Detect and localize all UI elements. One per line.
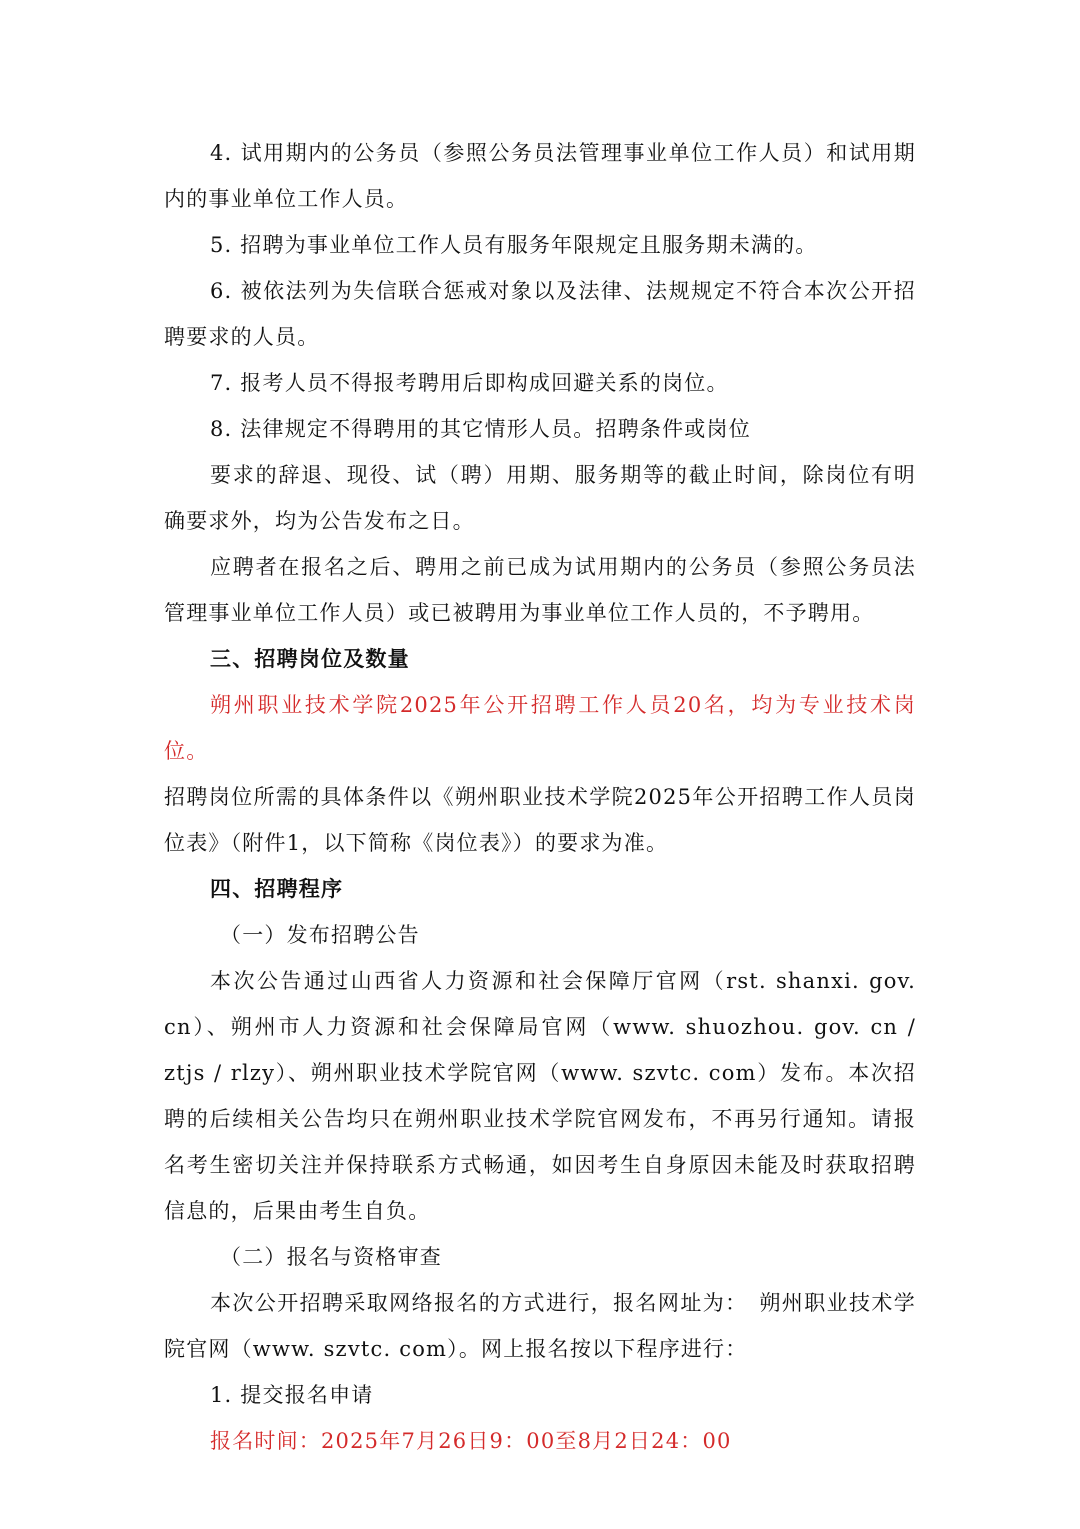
- paragraph-item-8: 8. 法律规定不得聘用的其它情形人员。招聘条件或岗位: [210, 417, 751, 441]
- paragraph-positions-detail: 招聘岗位所需的具体条件以《朔州职业技术学院2025年公开招聘工作人员岗位表》（附件1，以下简称《岗位表》）的要求为准。: [164, 785, 916, 855]
- paragraph-positions-highlight: 朔州职业技术学院2025年公开招聘工作人员20名，均为专业技术岗位。: [164, 693, 916, 763]
- paragraph-item-6: 6. 被依法列为失信联合惩戒对象以及法律、法规规定不符合本次公开招聘要求的人员。: [164, 279, 916, 349]
- paragraph-applicant-note: 应聘者在报名之后、聘用之前已成为试用期内的公务员（参照公务员法管理事业单位工作人员）或已被聘用为事业单位工作人员的，不予聘用。: [164, 555, 916, 625]
- paragraph-item-7: 7. 报考人员不得报考聘用后即构成回避关系的岗位。: [210, 371, 729, 395]
- paragraph-deadline-note: 要求的辞退、现役、试（聘）用期、服务期等的截止时间，除岗位有明确要求外，均为公告发布之日。: [164, 463, 916, 533]
- paragraph-item-5: 5. 招聘为事业单位工作人员有服务年限规定且服务期未满的。: [210, 233, 818, 257]
- paragraph-publish-channels: 本次公告通过山西省人力资源和社会保障厅官网（rst. shanxi. gov. cn）、朔州市人力资源和社会保障局官网（www. shuozhou. gov. cn / ztjs / rlzy）、朔州职业技术学院官网（www. szvtc. com）发布。本次招聘的后续相关公告均只在朔州职业技术学院官网发布，不再另行通知。请报名考生密切关注并保持联系方式畅通，如因考生自身原因未能及时获取招聘信息的，后果由考生自负。: [164, 969, 916, 1223]
- section-heading-procedure: 四、招聘程序: [210, 876, 344, 901]
- subheading-registration: （二）报名与资格审查: [220, 1245, 442, 1269]
- section-heading-positions: 三、招聘岗位及数量: [210, 646, 410, 671]
- document-body: [164, 130, 916, 1464]
- paragraph-step-submit: 1. 提交报名申请: [210, 1383, 374, 1407]
- paragraph-registration-time: 报名时间：2025年7月26日9：00至8月2日24：00: [210, 1429, 732, 1453]
- paragraph-item-4: 4. 试用期内的公务员（参照公务员法管理事业单位工作人员）和试用期内的事业单位工作人员。: [164, 141, 916, 211]
- paragraph-registration-method: 本次公开招聘采取网络报名的方式进行，报名网址为： 朔州职业技术学院官网（www. szvtc. com）。网上报名按以下程序进行：: [164, 1291, 916, 1361]
- subheading-publish-notice: （一）发布招聘公告: [220, 923, 420, 947]
